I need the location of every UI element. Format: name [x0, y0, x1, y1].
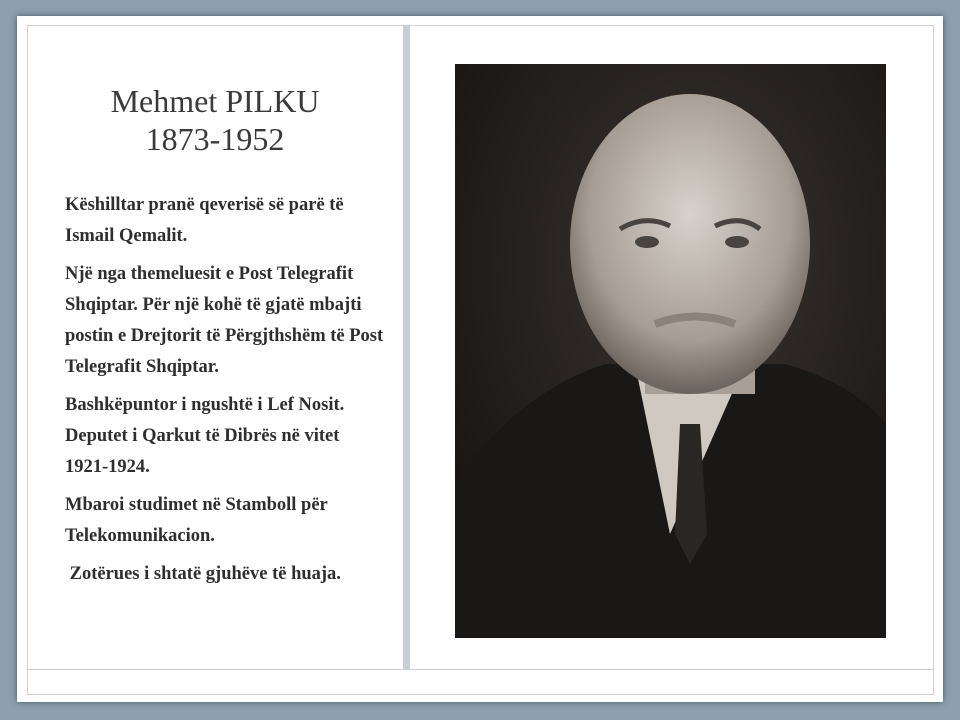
footer-line	[27, 669, 933, 670]
portrait-photo	[455, 64, 886, 638]
biography-text	[65, 190, 385, 597]
slide-title	[60, 82, 370, 158]
person-name: Mehmet PILKU	[110, 83, 320, 119]
bio-paragraph: Mbaroi studimet në Stamboll për Telekomunikacion.	[65, 495, 328, 546]
bio-paragraph: Zotërues i shtatë gjuhëve të huaja.	[65, 564, 341, 584]
life-dates: 1873-1952	[145, 121, 285, 157]
bio-paragraph: Një nga themeluesit e Post Telegrafit Shqiptar. Për një kohë të gjatë mbajti postin e Drejtorit të Përgjthshëm të Post Telegrafit Shqiptar.	[65, 264, 384, 377]
bio-paragraph: Këshilltar pranë qeverisë së parë të Ismail Qemalit.	[65, 195, 344, 246]
column-divider	[403, 25, 410, 670]
bio-paragraph: Bashkëpuntor i ngushtë i Lef Nosit. Deputet i Qarkut të Dibrës në vitet 1921-1924.	[65, 395, 345, 477]
